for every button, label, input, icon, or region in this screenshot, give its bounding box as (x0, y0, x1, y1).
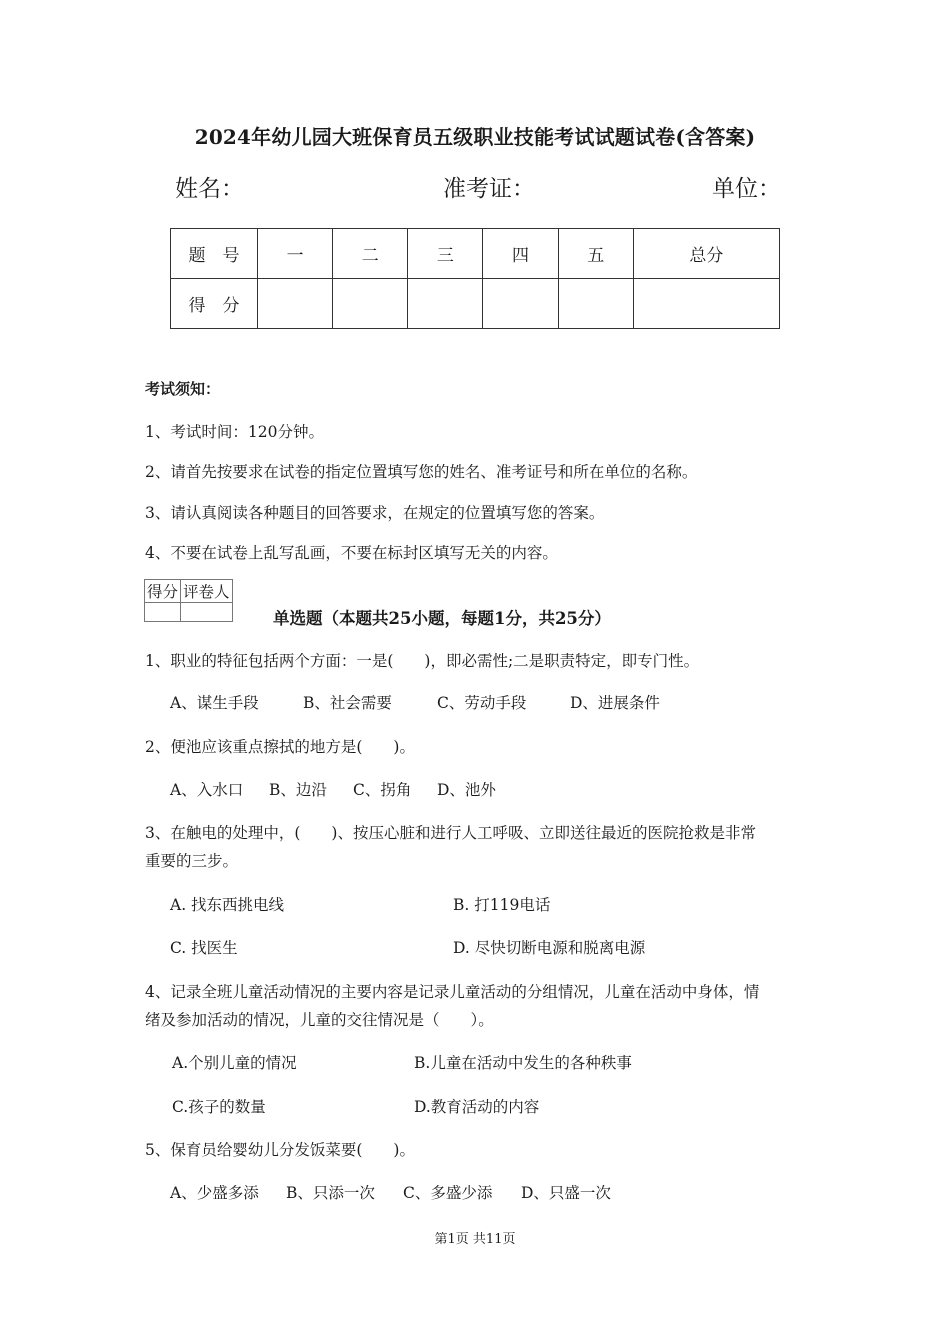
question-option[interactable]: D、进展条件 (570, 694, 660, 712)
question-stem: 2、便池应该重点擦拭的地方是( )。 (145, 738, 415, 756)
score-table-header-cell: 一 (258, 229, 333, 279)
question-option[interactable]: C、拐角 (353, 781, 412, 799)
score-table-header-cell: 题 号 (171, 229, 258, 279)
question-option[interactable]: C. 找医生 (170, 939, 238, 957)
score-cell[interactable] (333, 279, 408, 329)
grader-name-cell[interactable] (181, 603, 233, 622)
score-cell[interactable] (408, 279, 483, 329)
question-option[interactable]: B、社会需要 (303, 694, 392, 712)
exam-id-field-label: 准考证： (443, 176, 535, 202)
grader-score-label: 得分 (145, 580, 181, 603)
score-table-header-cell: 三 (408, 229, 483, 279)
question-option[interactable]: D. 尽快切断电源和脱离电源 (453, 939, 646, 957)
question-option[interactable]: D、只盛一次 (521, 1184, 611, 1202)
question-stem: 1、职业的特征包括两个方面：一是( )，即必需性;二是职责特定，即专门性。 (145, 652, 700, 670)
question-option[interactable]: A. 找东西挑电线 (170, 896, 285, 914)
score-cell[interactable] (258, 279, 333, 329)
name-field-label: 姓名： (175, 176, 244, 202)
question-option[interactable]: B、边沿 (269, 781, 327, 799)
grader-name-label: 评卷人 (181, 580, 233, 603)
unit-field-label: 单位： (712, 176, 781, 202)
question-option[interactable]: D、池外 (437, 781, 496, 799)
score-row-label: 得 分 (171, 279, 258, 329)
score-table-header-cell: 四 (483, 229, 558, 279)
score-table (170, 228, 780, 329)
score-table-header-cell: 总分 (633, 229, 779, 279)
question-option[interactable]: A、少盛多添 (170, 1184, 259, 1202)
question-stem-continued: 重要的三步。 (145, 852, 239, 870)
notes-item: 2、请首先按要求在试卷的指定位置填写您的姓名、准考证号和所在单位的名称。 (145, 463, 698, 481)
score-cell[interactable] (633, 279, 779, 329)
section-title: 单选题（本题共25小题，每题1分，共25分） (273, 609, 611, 628)
grader-box (144, 579, 233, 622)
notes-item: 3、请认真阅读各种题目的回答要求，在规定的位置填写您的答案。 (145, 504, 605, 522)
notes-item: 1、考试时间：120分钟。 (145, 423, 324, 441)
page-footer: 第1页 共11页 (434, 1232, 516, 1247)
question-option[interactable]: A、入水口 (170, 781, 244, 799)
question-option[interactable]: A、谋生手段 (170, 694, 259, 712)
question-stem: 5、保育员给婴幼儿分发饭菜要( )。 (145, 1141, 415, 1159)
notes-heading: 考试须知： (145, 380, 221, 398)
score-table-header-cell: 二 (333, 229, 408, 279)
question-option[interactable]: B.儿童在活动中发生的各种秩事 (414, 1054, 632, 1072)
notes-item: 4、不要在试卷上乱写乱画，不要在标封区填写无关的内容。 (145, 544, 558, 562)
question-option[interactable]: C、多盛少添 (403, 1184, 493, 1202)
question-option[interactable]: D.教育活动的内容 (414, 1098, 540, 1116)
question-stem: 4、记录全班儿童活动情况的主要内容是记录儿童活动的分组情况，儿童在活动中身体，情 (145, 983, 760, 1001)
score-table-score-row (171, 279, 780, 329)
score-cell[interactable] (483, 279, 558, 329)
question-stem-continued: 绪及参加活动的情况，儿童的交往情况是（ ）。 (145, 1011, 494, 1029)
score-table-header-row (171, 229, 780, 279)
score-table-header-cell: 五 (558, 229, 633, 279)
grader-score-cell[interactable] (145, 603, 181, 622)
question-option[interactable]: C.孩子的数量 (172, 1098, 266, 1116)
question-option[interactable]: C、劳动手段 (437, 694, 527, 712)
score-cell[interactable] (558, 279, 633, 329)
question-stem: 3、在触电的处理中，( )、按压心脏和进行人工呼吸、立即送往最近的医院抢救是非常 (145, 824, 756, 842)
question-option[interactable]: A.个别儿童的情况 (172, 1054, 297, 1072)
page-title: 2024年幼儿园大班保育员五级职业技能考试试题试卷(含答案) (194, 125, 756, 149)
question-option[interactable]: B. 打119电话 (453, 896, 551, 914)
question-option[interactable]: B、只添一次 (286, 1184, 375, 1202)
